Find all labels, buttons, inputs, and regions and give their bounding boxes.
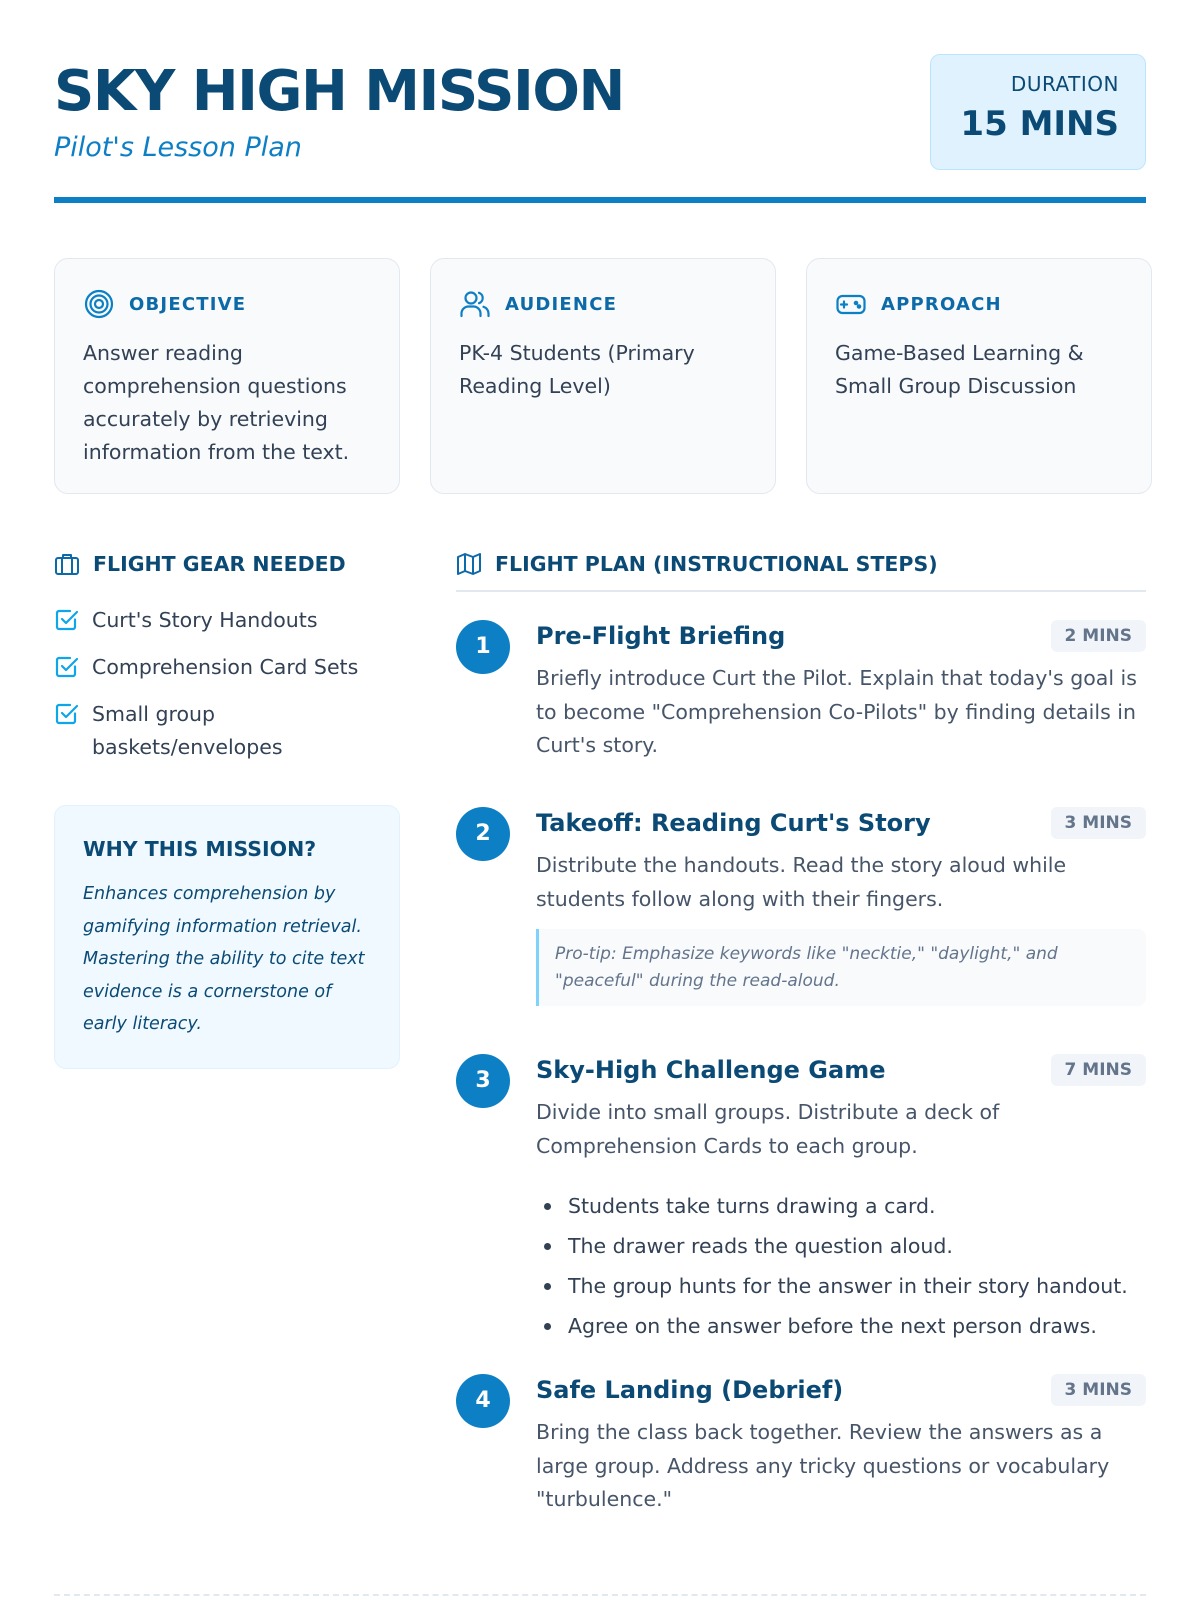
approach-title: APPROACH (881, 293, 1002, 315)
step-title: Takeoff: Reading Curt's Story (536, 809, 931, 837)
step-description: Distribute the handouts. Read the story aloud while students follow along with their fingers. (536, 853, 1067, 911)
gear-item (54, 604, 400, 637)
step-number: 4 (456, 1374, 510, 1428)
duration-label: DURATION (1010, 72, 1119, 96)
flight-gear-section (54, 548, 400, 778)
gear-item (54, 651, 400, 684)
footer-divider (54, 1594, 1146, 1596)
step-title: Pre-Flight Briefing (536, 622, 786, 650)
why-text: Enhances comprehension by gamifying information retrieval. Mastering the ability to cite text evidence is a cornerstone of early literacy. (83, 884, 365, 1034)
duration-badge (930, 54, 1146, 170)
why-this-mission-box (54, 805, 400, 1069)
map-icon (456, 551, 482, 577)
step-duration-badge: 3 MINS (1051, 807, 1146, 839)
audience-text: PK-4 Students (Primary Reading Level) (459, 341, 695, 398)
gamepad-icon (835, 288, 867, 320)
approach-text: Game-Based Learning & Small Group Discussion (835, 341, 1084, 398)
pro-tip-callout: Pro-tip: Emphasize keywords like "necktie," "daylight," and "peaceful" during the read-aloud. (536, 929, 1146, 1006)
gear-item-label: Comprehension Card Sets (92, 655, 359, 679)
gear-item-label: Small group baskets/envelopes (92, 702, 283, 759)
gear-item-label: Curt's Story Handouts (92, 608, 318, 632)
step-duration-badge: 3 MINS (1051, 1374, 1146, 1406)
audience-title: AUDIENCE (505, 293, 618, 315)
objective-title: OBJECTIVE (129, 293, 247, 315)
step-number: 2 (456, 807, 510, 861)
list-item: Students take turns drawing a card. (568, 1186, 1146, 1226)
step-title: Safe Landing (Debrief) (536, 1376, 844, 1404)
gear-list (54, 604, 400, 764)
page-title: SKY HIGH MISSION (54, 59, 624, 124)
objective-card (54, 258, 400, 494)
why-title: WHY THIS MISSION? (83, 837, 317, 861)
header-divider (54, 197, 1146, 203)
step-number: 3 (456, 1054, 510, 1108)
flight-plan-title: FLIGHT PLAN (INSTRUCTIONAL STEPS) (495, 552, 938, 576)
gear-item (54, 698, 400, 764)
list-item: The group hunts for the answer in their story handout. (568, 1266, 1146, 1306)
list-item: The drawer reads the question aloud. (568, 1226, 1146, 1266)
header (54, 54, 1146, 204)
step-number: 1 (456, 620, 510, 674)
briefcase-icon (54, 551, 80, 577)
step-duration-badge: 2 MINS (1051, 620, 1146, 652)
page-subtitle: Pilot's Lesson Plan (54, 132, 302, 163)
step-description: Divide into small groups. Distribute a deck of Comprehension Cards to each group. (536, 1100, 1000, 1158)
checkbox-checked-icon (54, 607, 80, 633)
step-description: Bring the class back together. Review the answers as a large group. Address any tricky questions or vocabulary "turbulence." (536, 1420, 1110, 1511)
flight-plan-section (456, 548, 1146, 580)
objective-text: Answer reading comprehension questions accurately by retrieving information from the text. (83, 341, 350, 464)
audience-card (430, 258, 776, 494)
flight-plan-divider (456, 590, 1146, 592)
target-icon (83, 288, 115, 320)
step-description: Briefly introduce Curt the Pilot. Explain that today's goal is to become "Comprehension Co-Pilots" by finding details in Curt's story. (536, 666, 1137, 757)
checkbox-checked-icon (54, 654, 80, 680)
users-icon (459, 288, 491, 320)
flight-gear-title: FLIGHT GEAR NEEDED (93, 552, 346, 576)
checkbox-checked-icon (54, 701, 80, 727)
duration-value: 15 MINS (960, 104, 1119, 144)
approach-card (806, 258, 1152, 494)
game-steps-list (568, 1186, 1146, 1346)
step-duration-badge: 7 MINS (1051, 1054, 1146, 1086)
step-title: Sky-High Challenge Game (536, 1056, 886, 1084)
list-item: Agree on the answer before the next person draws. (568, 1306, 1146, 1346)
